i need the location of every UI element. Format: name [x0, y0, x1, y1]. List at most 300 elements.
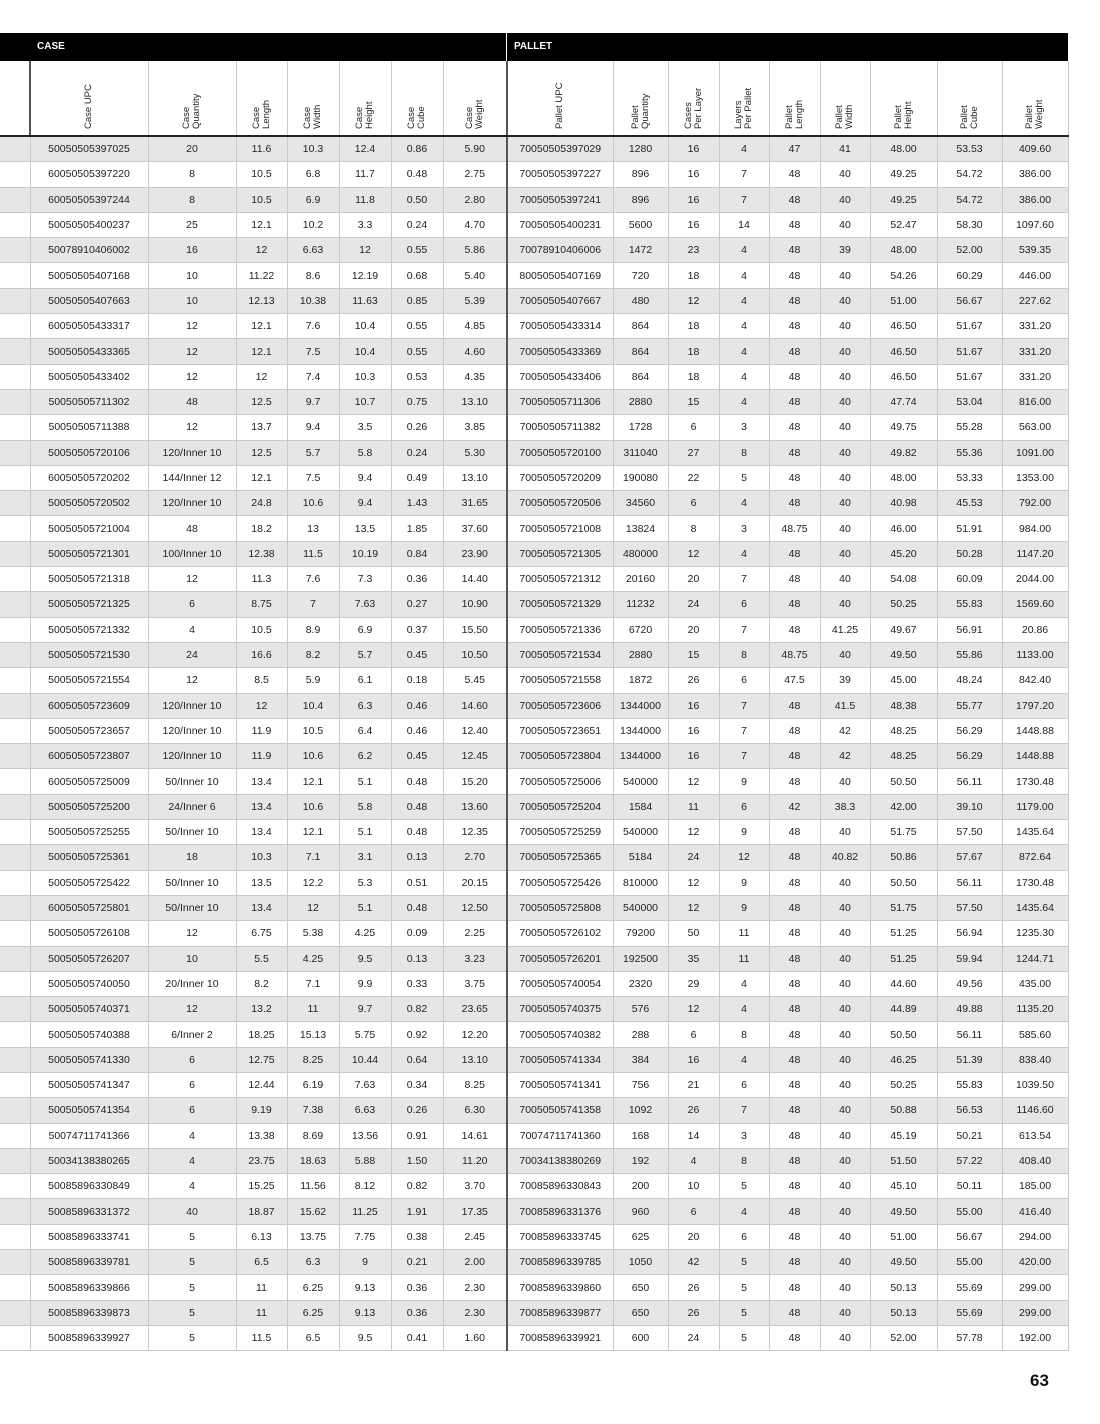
cell-case-len: 12.1: [236, 465, 287, 490]
cell-case-upc: 50050505721301: [30, 541, 148, 566]
cell-case-hgt: 9: [339, 1250, 391, 1275]
table-row: [0, 1123, 1068, 1148]
column-header-label-line: Weight: [1034, 99, 1045, 129]
cell-pal-wt: 331.20: [1002, 364, 1068, 389]
cell-pal-upc: 70050505741341: [507, 1072, 613, 1097]
cell-pal-cube: 57.67: [937, 845, 1002, 870]
cell-pal-hgt: 50.13: [870, 1275, 937, 1300]
cell-pal-hgt: 42.00: [870, 794, 937, 819]
column-header-label-line: Case: [463, 106, 475, 129]
cell-case-upc: 50050505711302: [30, 389, 148, 414]
cell-layers-pallet: 7: [719, 617, 769, 642]
cell-case-upc: 50050505720106: [30, 440, 148, 465]
cell-pal-hgt: 50.50: [870, 769, 937, 794]
cell-case-cube: 0.41: [391, 1325, 443, 1350]
cell-pal-upc: 70050505725259: [507, 820, 613, 845]
column-header-label-line: Pallet: [629, 105, 641, 129]
column-header-label-line: Length: [260, 99, 272, 129]
cell-case-wt: 5.39: [443, 288, 507, 313]
cell-case-upc: 50085896339873: [30, 1300, 148, 1325]
cell-case-cube: 0.84: [391, 541, 443, 566]
cell-pal-upc: 70050505725365: [507, 845, 613, 870]
cell-pal-wid: 40: [820, 465, 870, 490]
table-row: [0, 718, 1068, 743]
column-header-label-line: Cube: [968, 106, 980, 129]
cell-layers-pallet: 4: [719, 541, 769, 566]
cell-case-upc: 50050505723657: [30, 718, 148, 743]
cell-case-hgt: 5.88: [339, 1148, 391, 1173]
cell-pal-wid: 40: [820, 895, 870, 920]
row-lead-cell: [0, 187, 30, 212]
cell-pal-wt: 872.64: [1002, 845, 1068, 870]
cell-pal-qty: 11232: [613, 592, 668, 617]
cell-case-wid: 7.1: [287, 971, 339, 996]
cell-case-hgt: 13.5: [339, 516, 391, 541]
cell-case-cube: 0.49: [391, 465, 443, 490]
row-lead-cell: [0, 1098, 30, 1123]
column-header-label-line: Height: [364, 101, 375, 129]
table-row: [0, 693, 1068, 718]
cell-pal-wid: 40: [820, 364, 870, 389]
cell-pal-upc: 70050505725204: [507, 794, 613, 819]
column-header-row: [0, 61, 1068, 136]
cell-pal-wid: 39: [820, 238, 870, 263]
cell-case-qty: 4: [148, 1123, 236, 1148]
cell-pal-upc: 70050505741334: [507, 1047, 613, 1072]
row-lead-cell: [0, 1199, 30, 1224]
cell-case-len: 13.4: [236, 895, 287, 920]
cell-pal-cube: 54.72: [937, 187, 1002, 212]
cell-case-wid: 10.4: [287, 693, 339, 718]
column-header-label-line: Per Layer: [692, 87, 704, 129]
cell-pal-wid: 40: [820, 339, 870, 364]
cell-case-cube: 0.55: [391, 314, 443, 339]
cell-case-cube: 0.13: [391, 946, 443, 971]
cell-layers-pallet: 8: [719, 1148, 769, 1173]
cell-pal-len: 48: [769, 693, 820, 718]
table-row: [0, 642, 1068, 667]
cell-pal-hgt: 44.89: [870, 997, 937, 1022]
cell-pal-upc: 70085896330843: [507, 1174, 613, 1199]
cell-pal-cube: 54.72: [937, 162, 1002, 187]
cell-pal-upc: 70034138380269: [507, 1148, 613, 1173]
cell-pal-cube: 56.91: [937, 617, 1002, 642]
cell-case-len: 11.22: [236, 263, 287, 288]
cell-pal-cube: 55.77: [937, 693, 1002, 718]
cell-pal-len: 48.75: [769, 642, 820, 667]
cell-case-wt: 2.70: [443, 845, 507, 870]
cell-pal-cube: 56.11: [937, 769, 1002, 794]
cell-pal-len: 48: [769, 1047, 820, 1072]
cell-layers-pallet: 4: [719, 389, 769, 414]
row-lead-cell: [0, 718, 30, 743]
cell-pal-cube: 56.67: [937, 288, 1002, 313]
row-lead-cell: [0, 895, 30, 920]
column-header-pal-len: [769, 61, 820, 136]
cell-pal-upc: 70050505740382: [507, 1022, 613, 1047]
cell-pal-hgt: 49.82: [870, 440, 937, 465]
cell-case-hgt: 3.1: [339, 845, 391, 870]
cell-pal-upc: 70050505721558: [507, 668, 613, 693]
cell-layers-pallet: 8: [719, 642, 769, 667]
cell-pal-len: 48: [769, 187, 820, 212]
cell-pal-wt: 386.00: [1002, 187, 1068, 212]
cell-pal-len: 48: [769, 415, 820, 440]
table-row: [0, 744, 1068, 769]
column-header-label-line: Height: [902, 101, 914, 129]
cell-pal-hgt: 50.86: [870, 845, 937, 870]
cell-pal-wt: 409.60: [1002, 136, 1068, 162]
cell-pal-wt: 435.00: [1002, 971, 1068, 996]
cell-layers-pallet: 3: [719, 516, 769, 541]
cell-pal-cube: 55.00: [937, 1199, 1002, 1224]
cell-pal-hgt: 50.50: [870, 1022, 937, 1047]
cell-pal-wt: 1244.71: [1002, 946, 1068, 971]
cell-case-wid: 7.6: [287, 567, 339, 592]
cell-pal-len: 48: [769, 617, 820, 642]
cell-pal-wid: 40: [820, 1224, 870, 1249]
cell-pal-hgt: 51.25: [870, 946, 937, 971]
cell-pal-qty: 480000: [613, 541, 668, 566]
cell-pal-qty: 13824: [613, 516, 668, 541]
cell-pal-cube: 56.11: [937, 870, 1002, 895]
column-header-label-line: Layers: [733, 100, 744, 129]
table-row: [0, 465, 1068, 490]
cell-case-upc: 50034138380265: [30, 1148, 148, 1173]
cell-cases-layer: 16: [668, 718, 719, 743]
cell-case-cube: 0.24: [391, 212, 443, 237]
cell-pal-qty: 756: [613, 1072, 668, 1097]
cell-case-len: 13.5: [236, 870, 287, 895]
cell-pal-upc: 70050505721534: [507, 642, 613, 667]
cell-pal-upc: 70050505720100: [507, 440, 613, 465]
cell-pal-qty: 5184: [613, 845, 668, 870]
cell-pal-cube: 50.28: [937, 541, 1002, 566]
cell-pal-qty: 625: [613, 1224, 668, 1249]
cell-pal-len: 48: [769, 820, 820, 845]
cell-pal-cube: 55.83: [937, 592, 1002, 617]
cell-case-len: 13.38: [236, 1123, 287, 1148]
cell-case-cube: 0.48: [391, 895, 443, 920]
cell-case-len: 12.5: [236, 440, 287, 465]
cell-pal-wid: 41: [820, 136, 870, 162]
cell-cases-layer: 15: [668, 389, 719, 414]
cell-pal-wt: 331.20: [1002, 314, 1068, 339]
cell-case-upc: 50050505726207: [30, 946, 148, 971]
cell-case-upc: 50050505407168: [30, 263, 148, 288]
cell-case-hgt: 5.7: [339, 642, 391, 667]
cell-pal-wid: 40: [820, 440, 870, 465]
cell-case-qty: 8: [148, 187, 236, 212]
cell-layers-pallet: 4: [719, 263, 769, 288]
table-row: [0, 187, 1068, 212]
column-header-case-hgt: [339, 61, 391, 136]
cell-pal-hgt: 51.00: [870, 288, 937, 313]
cell-case-len: 13.4: [236, 769, 287, 794]
cell-case-upc: 50050505725200: [30, 794, 148, 819]
cell-case-qty: 10: [148, 288, 236, 313]
table-row: [0, 162, 1068, 187]
cell-pal-cube: 45.53: [937, 491, 1002, 516]
row-lead-cell: [0, 1072, 30, 1097]
cell-pal-wid: 40: [820, 946, 870, 971]
cell-pal-wid: 40: [820, 314, 870, 339]
cell-layers-pallet: 11: [719, 921, 769, 946]
cell-pal-len: 48.75: [769, 516, 820, 541]
cell-pal-len: 48: [769, 997, 820, 1022]
cell-cases-layer: 24: [668, 1325, 719, 1350]
cell-case-hgt: 6.4: [339, 718, 391, 743]
cell-case-cube: 0.38: [391, 1224, 443, 1249]
cell-pal-qty: 480: [613, 288, 668, 313]
section-divider: [506, 33, 507, 61]
cell-case-wt: 3.75: [443, 971, 507, 996]
cell-pal-wt: 386.00: [1002, 162, 1068, 187]
cell-case-wt: 14.60: [443, 693, 507, 718]
row-lead-cell: [0, 1325, 30, 1350]
table-row: [0, 946, 1068, 971]
cell-cases-layer: 16: [668, 744, 719, 769]
cell-pal-wid: 40: [820, 541, 870, 566]
cell-case-qty: 25: [148, 212, 236, 237]
row-lead-cell: [0, 465, 30, 490]
cell-pal-cube: 55.28: [937, 415, 1002, 440]
cell-case-upc: 50050505741354: [30, 1098, 148, 1123]
cell-pal-wid: 40: [820, 642, 870, 667]
cell-pal-wid: 40: [820, 1275, 870, 1300]
table-row: [0, 314, 1068, 339]
cell-case-wid: 10.3: [287, 136, 339, 162]
cell-pal-hgt: 46.50: [870, 314, 937, 339]
cell-case-upc: 60050505725801: [30, 895, 148, 920]
cell-pal-wt: 792.00: [1002, 491, 1068, 516]
cell-pal-wid: 40: [820, 187, 870, 212]
cell-case-cube: 0.36: [391, 1275, 443, 1300]
cell-pal-len: 42: [769, 794, 820, 819]
cell-pal-len: 48: [769, 288, 820, 313]
cell-case-wt: 14.40: [443, 567, 507, 592]
cell-case-qty: 120/Inner 10: [148, 744, 236, 769]
cell-pal-cube: 50.11: [937, 1174, 1002, 1199]
cell-pal-wt: 1730.48: [1002, 870, 1068, 895]
cell-layers-pallet: 5: [719, 1300, 769, 1325]
cell-pal-upc: 70050505400231: [507, 212, 613, 237]
cell-case-hgt: 10.3: [339, 364, 391, 389]
cell-pal-hgt: 50.25: [870, 1072, 937, 1097]
row-lead-cell: [0, 946, 30, 971]
cell-cases-layer: 11: [668, 794, 719, 819]
cell-layers-pallet: 4: [719, 971, 769, 996]
cell-pal-upc: 70050505711382: [507, 415, 613, 440]
cell-case-len: 12.44: [236, 1072, 287, 1097]
cell-case-hgt: 9.13: [339, 1275, 391, 1300]
cell-case-qty: 6: [148, 1098, 236, 1123]
cell-pal-len: 48: [769, 718, 820, 743]
row-lead-cell: [0, 1300, 30, 1325]
cell-case-upc: 50050505721332: [30, 617, 148, 642]
cell-pal-qty: 200: [613, 1174, 668, 1199]
cell-case-hgt: 3.5: [339, 415, 391, 440]
cell-pal-wid: 40: [820, 820, 870, 845]
row-lead-cell: [0, 1174, 30, 1199]
cell-case-cube: 0.48: [391, 794, 443, 819]
cell-pal-wt: 1435.64: [1002, 895, 1068, 920]
cell-layers-pallet: 5: [719, 1275, 769, 1300]
cell-case-cube: 0.27: [391, 592, 443, 617]
cell-case-cube: 0.46: [391, 693, 443, 718]
cell-pal-wt: 192.00: [1002, 1325, 1068, 1350]
cell-case-len: 15.25: [236, 1174, 287, 1199]
row-lead-cell: [0, 541, 30, 566]
cell-pal-wt: 1730.48: [1002, 769, 1068, 794]
cell-pal-len: 48: [769, 491, 820, 516]
cell-pal-wid: 42: [820, 718, 870, 743]
row-lead-cell: [0, 592, 30, 617]
cell-cases-layer: 16: [668, 162, 719, 187]
cell-case-upc: 50050505721318: [30, 567, 148, 592]
cell-case-wid: 8.69: [287, 1123, 339, 1148]
cell-case-upc: 60050505725009: [30, 769, 148, 794]
cell-case-wt: 13.10: [443, 465, 507, 490]
cell-cases-layer: 6: [668, 415, 719, 440]
cell-pal-wid: 40: [820, 1072, 870, 1097]
cell-case-qty: 12: [148, 339, 236, 364]
cell-case-wid: 8.2: [287, 642, 339, 667]
cell-case-qty: 50/Inner 10: [148, 870, 236, 895]
cell-case-cube: 0.37: [391, 617, 443, 642]
cell-case-hgt: 5.8: [339, 794, 391, 819]
cell-pal-cube: 49.88: [937, 997, 1002, 1022]
cell-layers-pallet: 8: [719, 1022, 769, 1047]
cell-case-cube: 0.34: [391, 1072, 443, 1097]
cell-pal-len: 47.5: [769, 668, 820, 693]
row-lead-cell: [0, 845, 30, 870]
cell-pal-len: 48: [769, 1098, 820, 1123]
cell-case-qty: 50/Inner 10: [148, 769, 236, 794]
cell-pal-qty: 896: [613, 162, 668, 187]
column-header-pal-qty: [613, 61, 668, 136]
cell-case-qty: 40: [148, 1199, 236, 1224]
cell-pal-qty: 650: [613, 1275, 668, 1300]
cell-case-hgt: 13.56: [339, 1123, 391, 1148]
cell-pal-hgt: 49.67: [870, 617, 937, 642]
cell-case-wt: 12.45: [443, 744, 507, 769]
cell-pal-hgt: 54.08: [870, 567, 937, 592]
cell-cases-layer: 16: [668, 693, 719, 718]
cell-case-wid: 11: [287, 997, 339, 1022]
cell-case-upc: 60050505397220: [30, 162, 148, 187]
cell-case-upc: 50085896331372: [30, 1199, 148, 1224]
cell-case-len: 6.75: [236, 921, 287, 946]
cell-case-upc: 50085896339781: [30, 1250, 148, 1275]
cell-cases-layer: 10: [668, 1174, 719, 1199]
cell-pal-wid: 40: [820, 870, 870, 895]
cell-pal-wid: 40: [820, 592, 870, 617]
cell-pal-qty: 1280: [613, 136, 668, 162]
cell-case-wt: 4.70: [443, 212, 507, 237]
cell-case-wid: 6.19: [287, 1072, 339, 1097]
cell-case-len: 24.8: [236, 491, 287, 516]
cell-pal-cube: 56.67: [937, 1224, 1002, 1249]
cell-pal-wt: 2044.00: [1002, 567, 1068, 592]
cell-layers-pallet: 4: [719, 1047, 769, 1072]
cell-pal-qty: 864: [613, 339, 668, 364]
cell-pal-hgt: 48.25: [870, 718, 937, 743]
cell-case-wid: 5.38: [287, 921, 339, 946]
cell-case-hgt: 12.19: [339, 263, 391, 288]
cell-pal-len: 47: [769, 136, 820, 162]
cell-pal-qty: 1344000: [613, 718, 668, 743]
cell-case-hgt: 9.5: [339, 1325, 391, 1350]
cell-case-hgt: 11.8: [339, 187, 391, 212]
cell-pal-len: 48: [769, 1224, 820, 1249]
column-header-label-line: Case: [250, 106, 262, 129]
cell-case-wid: 10.6: [287, 794, 339, 819]
cell-layers-pallet: 4: [719, 491, 769, 516]
table-row: [0, 1199, 1068, 1224]
cell-case-wt: 5.40: [443, 263, 507, 288]
column-header-label-line: Pallet: [1024, 105, 1035, 129]
cell-case-hgt: 5.8: [339, 440, 391, 465]
cell-case-wid: 6.3: [287, 1250, 339, 1275]
cell-case-qty: 6: [148, 1047, 236, 1072]
cell-case-hgt: 10.4: [339, 339, 391, 364]
cell-pal-qty: 34560: [613, 491, 668, 516]
row-lead-cell: [0, 1224, 30, 1249]
cell-pal-qty: 960: [613, 1199, 668, 1224]
column-header-label: [960, 105, 980, 129]
cell-pal-qty: 2880: [613, 642, 668, 667]
cell-case-len: 18.87: [236, 1199, 287, 1224]
cell-pal-hgt: 51.75: [870, 820, 937, 845]
cell-layers-pallet: 9: [719, 769, 769, 794]
cell-pal-upc: 70078910406006: [507, 238, 613, 263]
cell-case-qty: 50/Inner 10: [148, 820, 236, 845]
cell-case-qty: 20: [148, 136, 236, 162]
cell-case-wt: 12.35: [443, 820, 507, 845]
cell-pal-hgt: 46.50: [870, 339, 937, 364]
cell-pal-hgt: 49.25: [870, 162, 937, 187]
cell-pal-cube: 57.50: [937, 895, 1002, 920]
cell-pal-wt: 984.00: [1002, 516, 1068, 541]
cell-pal-cube: 57.22: [937, 1148, 1002, 1173]
cell-pal-cube: 57.50: [937, 820, 1002, 845]
cell-case-cube: 0.26: [391, 1098, 443, 1123]
cell-case-wid: 4.25: [287, 946, 339, 971]
cell-case-wid: 7.1: [287, 845, 339, 870]
cell-cases-layer: 27: [668, 440, 719, 465]
cell-case-wid: 6.63: [287, 238, 339, 263]
cell-pal-upc: 70050505397241: [507, 187, 613, 212]
table-row: [0, 1072, 1068, 1097]
table-row: [0, 1275, 1068, 1300]
cell-case-qty: 12: [148, 668, 236, 693]
cell-case-cube: 0.45: [391, 642, 443, 667]
cell-case-cube: 0.26: [391, 415, 443, 440]
row-lead-cell: [0, 314, 30, 339]
cell-pal-wt: 1146.60: [1002, 1098, 1068, 1123]
cell-case-qty: 5: [148, 1275, 236, 1300]
cell-case-wt: 13.10: [443, 1047, 507, 1072]
cell-pal-upc: 70050505711306: [507, 389, 613, 414]
cell-case-upc: 50050505400237: [30, 212, 148, 237]
cell-pal-hgt: 45.19: [870, 1123, 937, 1148]
cell-case-wid: 7.5: [287, 339, 339, 364]
cell-case-len: 12.1: [236, 314, 287, 339]
cell-pal-wid: 40: [820, 1250, 870, 1275]
cell-case-len: 10.5: [236, 187, 287, 212]
column-header-label-line: Case: [181, 106, 192, 129]
